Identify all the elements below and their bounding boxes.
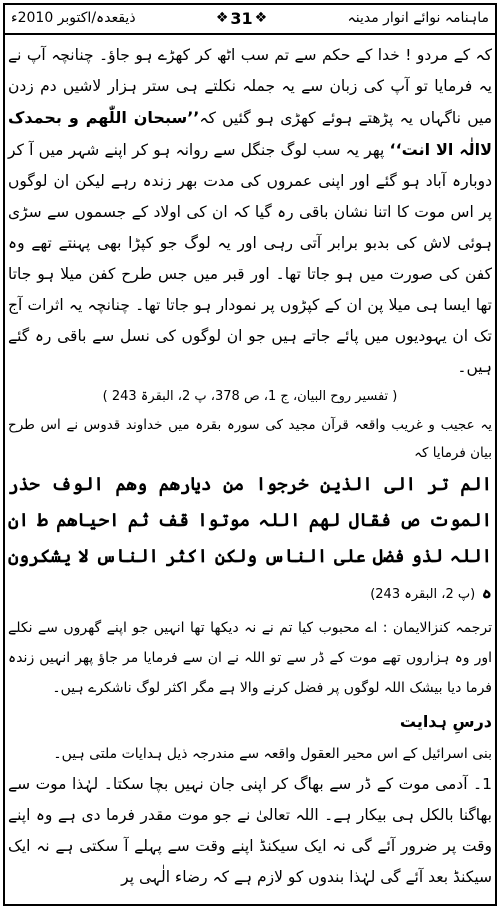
- translation: ترجمہ کنزالایمان : اے محبوب کیا تم نے نہ دیکھا تھا انہیں جو اپنے گھروں سے نکلے اور وہ ہزاروں تھے موت کے ڈر سے تو اللہ نے ان سے فرمایا مر جاؤ پھر انہیں زندہ فرما دیا بیشک اللہ لوگوں پر فضل کرنے والا ہے مگر اکثر لوگ ناشکرے ہیں۔: [8, 620, 492, 696]
- tasbih-quote: ’’سبحان اللّٰھم و بحمدک لاالٰہ الا انت‘‘: [8, 108, 492, 159]
- article-body: [8, 40, 492, 905]
- citation: ( تفسیر روح البیان، ج 1، ص 378، پ 2، البقرۃ 243 ): [102, 389, 398, 404]
- verse-text: الم تر الی الذین خرجوا من دیارھم وھم الوف حذر الموت ص فقال لھم اللہ موتوا قف ثم احیاھم ط ان اللہ لذو فضل علی الناس ولکن اکثر الناس لا یشکرون ہ: [8, 474, 492, 603]
- lesson-intro: بنی اسرائیل کے اس محیر العقول واقعہ سے مندرجہ ذیل ہدایات ملتی ہیں۔: [53, 746, 492, 762]
- verse-reference: (پ 2، البقرہ 243): [370, 587, 476, 602]
- paragraph-text: کہ کے مردو ! خدا کے حکم سے تم سب اٹھ کر کھڑے ہو جاؤ۔ چنانچہ آپ نے یہ فرمایا تو آپ کی زبان سے یہ جملہ نکلتے ہی ستر ہزار لاشیں دم زدن میں ناگہاں یہ پڑھتے ہوئے کھڑی ہو گئیں کہ: [8, 46, 492, 127]
- magazine-title: ماہنامہ نوائے انوار مدینہ: [347, 10, 489, 26]
- paragraph-text: پھر یہ سب لوگ جنگل سے روانہ ہو کر اپنے شہر میں آ کر دوبارہ آباد ہو گئے اور اپنی عمروں کی مدت بھر زندہ رہے لیکن ان لوگوں پر اس موت کا اتنا نشان باقی رہ گیا کہ ان کی اولاد کے جسموں سے سڑی ہوئی لاش کی بدبو برابر آتی رہی اور یہ لوگ جو کپڑا بھی پہنتے تھے وہ کفن کی صورت میں ہو جاتا تھا۔ اور قبر میں جس طرح کفن میلا ہو جاتا تھا ایسا ہی میلا پن ان کے کپڑوں پر نمودار ہو جاتا تھا۔ چنانچہ یہ اثرات آج تک ان یہودیوں میں پائے جاتے ہیں جو ان لوگوں کی نسل سے باقی رہ گئے ہیں۔: [8, 141, 492, 376]
- ornament-icon: ❖: [254, 10, 268, 26]
- paragraph-story: [8, 40, 492, 383]
- quran-verse: [8, 467, 492, 613]
- quran-intro: یہ عجیب و غریب واقعہ قرآن مجید کی سورہ بقرہ میں خداوند قدوس نے اس طرح بیان فرمایا کہ: [8, 417, 492, 461]
- ornament-icon: ❖: [215, 10, 229, 26]
- issue-date: ذیقعدہ/اکتوبر 2010ء: [11, 10, 136, 26]
- page-header: [3, 3, 497, 35]
- lesson-point-1: 1۔ آدمی موت کے ڈر سے بھاگ کر اپنی جان نہیں بچا سکتا۔ لہٰذا موت سے بھاگنا بالکل ہی بیکار ہے۔ اللہ تعالیٰ نے جو موت مقدر فرما دی ہے وہ اپنے وقت پر ضرور آئے گی نہ ایک سیکنڈ اپنے وقت سے پہلے آ سکتی ہے نہ ایک سیکنڈ بعد آئے گی لہٰذا بندوں کو لازم ہے کہ رضاء الٰہی پر: [8, 775, 492, 886]
- section-title: درسِ ہدایت: [399, 712, 492, 731]
- page-number-box: [216, 9, 267, 28]
- page-number: 31: [230, 8, 253, 28]
